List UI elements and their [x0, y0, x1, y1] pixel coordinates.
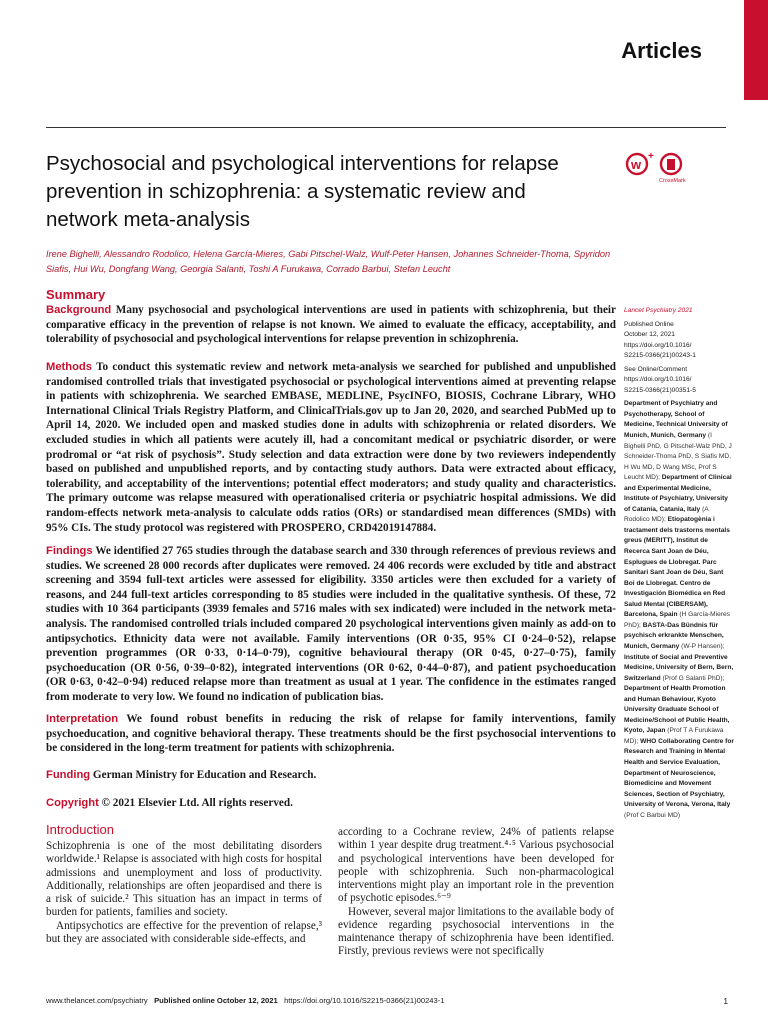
- introduction-heading: Introduction: [46, 822, 114, 837]
- intro-paragraph: Antipsychotics are effective for the prevention of relapse,³ but they are associated with considerable side-effects, and: [46, 919, 322, 945]
- methods-label: Methods: [46, 361, 92, 373]
- interpretation-label: Interpretation: [46, 713, 119, 725]
- intro-paragraph: Schizophrenia is one of the most debilitating disorders worldwide.¹ Relapse is associated with high costs for hospital admissions and unemployment and loss of productivity. Additionally, relationships are often jeopardised and there is a risk of suicide.² This situation has an impact in terms of burden for patients, families and society.: [46, 840, 322, 919]
- abstract-interpretation: Interpretation We found robust benefits in reducing the risk of relapse for family interventions, family psychoeducation, and cognitive behavioral therapy. These treatments should be the first psychosocial interventions to be considered in the long-term treatment for patients with schizophrenia.: [46, 713, 616, 755]
- comment-info: See Online/Comment https://doi.org/10.1016/ S2215-0366(21)00351-5: [624, 365, 696, 394]
- journal-citation: Lancet Psychiatry 2021: [624, 307, 693, 314]
- abstract-findings: Findings We identified 27 765 studies through the database search and 330 through references of previous reviews and studies. We screened 28 000 records after duplicates were removed. 24 406 records were excluded by title and abstract screening and 3594 full-text articles were assessed for eligibility. 3350 articles were then excluded for a variety of reasons, and 244 full-text articles corresponding to 85 studies were included in the qualitative synthesis. Of these, 72 studies with 10 364 participants (3939 females and 5716 males with sex indicated) were included in the network meta-analysis. The randomised controlled trials included compared 20 psychological interventions given mainly as add-on to antipsychotics. Ethnicity data were not available. Family interventions (OR 0·35, 95% CI 0·24–0·52), relapse prevention programmes (OR 0·33, 0·14–0·79), cognitive behavioural therapy (OR 0·45, 0·27–0·75), family psychoeducation (OR 0·56, 0·39–0·82), integrated interventions (OR 0·62, 0·44–0·87), and patient psychoeducation (OR 0·63, 0·42–0·94) reduced relapse more than treatment as usual at 1 year. The confidence in the estimates ranged from moderate to very low. We found no indication of publication bias.: [46, 545, 616, 703]
- page-number: 1: [723, 996, 728, 1006]
- oa-crossmark-icons: [624, 150, 704, 186]
- abstract-background: Background Many psychosocial and psychological interventions are used in patients with schizophrenia, but their comparative efficacy in the prevention of relapse is not known. We aimed to evaluate the efficacy, acceptability, and tolerability of psychosocial and psychological interventions for relapse prevention in schizophrenia.: [46, 304, 617, 346]
- background-label: Background: [46, 304, 112, 316]
- intro-column-left: [46, 840, 322, 946]
- header-rule: [46, 127, 726, 128]
- section-label: Articles: [621, 38, 702, 63]
- doi-link[interactable]: https://doi.org/10.1016/ S2215-0366(21)00243-1: [624, 341, 696, 360]
- footer-doi-link[interactable]: https://doi.org/10.1016/S2215-0366(21)00243-1: [284, 996, 445, 1005]
- findings-label: Findings: [46, 545, 93, 557]
- article-marks: [624, 150, 704, 186]
- author-list: Irene Bighelli, Alessandro Rodolico, Helena García-Mieres, Gabi Pitschel-Walz, Wulf-Peter Hansen, Johannes Schneider-Thoma, Spyridon Siafis, Hui Wu, Dongfang Wang, Georgia Salanti, Toshi A Furukawa, Corrado Barbui, Stefan Leucht: [46, 249, 611, 274]
- svg-text:CrossMark: CrossMark: [659, 178, 686, 184]
- svg-text:+: +: [648, 151, 654, 162]
- sidebar: [624, 306, 734, 821]
- page-footer: [46, 996, 445, 1005]
- intro-column-right: [338, 826, 614, 959]
- affiliations: Department of Psychiatry and Psychotherapy, School of Medicine, Technical University of Munich, Munich, Germany (I Bighelli PhD, G Pitschel-Walz PhD, J Schneider-Thoma PhD, S Siafis MD, H Wu MD, D Wang MSc, Prof S Leucht MD); Department of Clinical and Experimental Medicine, Institute of Psychiatry, University of Catania, Catania, Italy (A Rodolico MD); Etiopatogènia i tractament dels trastorns mentals greus (MERITT), Institut de Recerca Sant Joan de Déu, Esplugues de Llobregat. Parc Sanitari Sant Joan de Déu, Sant Boi de Llobregat. Centro de Investigación Biomédica en Red Salud Mental (CIBERSAM), Barcelona, Spain (H García-Mieres PhD); BASTA-Das Bündnis für psychisch erkrankte Menschen, Munich, Germany (W-P Hansen); Institute of Social and Preventive Medicine, University of Bern, Bern, Switzerland (Prof G Salanti PhD); Department of Health Promotion and Human Behaviour, Kyoto University Graduate School of Medicine/School of Public Health, Kyoto, Japan (Prof T A Furukawa MD); WHO Collaborating Centre for Research and Training in Mental Health and Service Evaluation, Department of Neuroscience, Biomedicine and Movement Sciences, Section of Psychiatry, University of Verona, Verona, Italy (Prof C Barbui MD): [624, 400, 734, 819]
- copyright-label: Copyright: [46, 797, 99, 809]
- abstract-methods: Methods To conduct this systematic review and network meta-analysis we searched for published and unpublished randomised controlled trials that investigated psychosocial or psychological interventions aimed at preventing relapse in patients with schizophrenia. We searched EMBASE, MEDLINE, PsycINFO, BIOSIS, Cochrane Library, WHO International Clinical Trials Registry Platform, and ClinicalTrials.gov up to Jan 20, 2020, and searched PubMed up to April 14, 2020. We included open and masked studies done in adults with schizophrenia or related disorders. We excluded studies in which all patients were acutely ill, had a concomitant medical or psychiatric disorder, or were prodromal or “at risk of psychosis”. Study selection and data extraction were done by two reviewers independently based on published and unpublished reports, and by contacting study authors. Data were extracted about efficacy, tolerability, and acceptability of the interventions; potential effect moderators; and study quality and characteristics. The primary outcome was relapse measured with operationalised criteria or psychiatric hospital admissions. We did random-effects network meta-analysis to calculate odds ratios (ORs) or standardised mean differences (SMDs) with 95% CIs. The study protocol was registered with PROSPERO, CRD42019147884.: [46, 361, 616, 534]
- comment-doi-link[interactable]: https://doi.org/10.1016/ S2215-0366(21)00351-5: [624, 376, 696, 394]
- abstract-funding: Funding German Ministry for Education and Research.: [46, 769, 317, 781]
- article-title: Psychosocial and psychological interventions for relapse prevention in schizophrenia: a systematic review and network meta-analysis: [46, 152, 559, 231]
- footer-published: Published online October 12, 2021: [154, 996, 278, 1005]
- publication-info: Published Online October 12, 2021 https://doi.org/10.1016/ S2215-0366(21)00243-1: [624, 320, 696, 360]
- funding-label: Funding: [46, 769, 91, 781]
- summary-heading: Summary: [46, 287, 106, 302]
- svg-text:w: w: [631, 157, 642, 172]
- section-color-tab: [744, 0, 768, 100]
- intro-paragraph: However, several major limitations to the available body of evidence regarding psychosocial interventions in the maintenance therapy of schizophrenia have been identified. Firstly, previous reviews were not specifically: [338, 905, 614, 958]
- intro-paragraph: according to a Cochrane review, 24% of patients relapse within 1 year despite drug treatment.⁴·⁵ Various psychosocial and psychological interventions have been developed for people with schizophrenia. Such non-pharmacological interventions might play an important role in the prevention of psychotic episodes.⁶⁻⁹: [338, 826, 614, 905]
- abstract-copyright: Copyright © 2021 Elsevier Ltd. All rights reserved.: [46, 797, 293, 809]
- footer-site-link[interactable]: www.thelancet.com/psychiatry: [46, 996, 148, 1005]
